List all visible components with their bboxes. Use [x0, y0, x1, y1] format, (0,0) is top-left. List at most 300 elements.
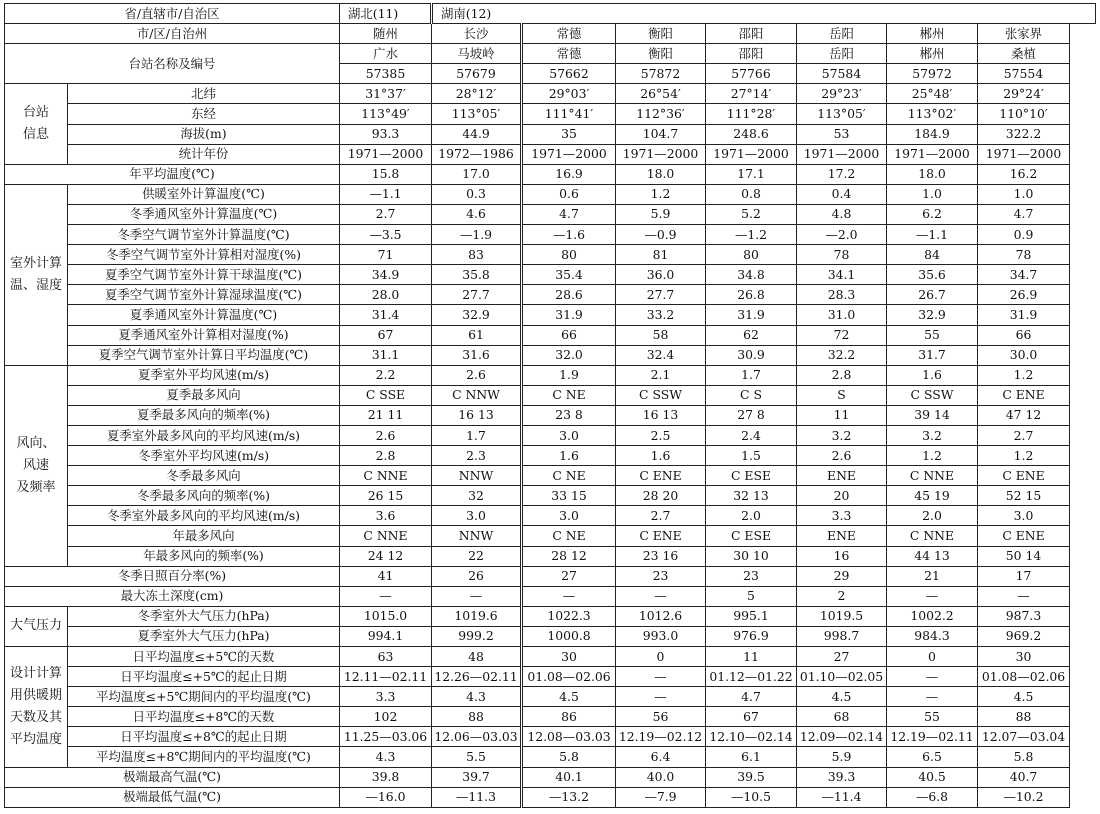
value-cell: 28.3	[797, 285, 887, 305]
data-row	[5, 84, 1096, 104]
value-cell: 4.7	[978, 204, 1070, 224]
value-cell: 0	[887, 647, 978, 667]
value-cell: 1002.2	[887, 606, 978, 626]
value-cell: 2.4	[706, 425, 797, 445]
row-label: 平均温度≤+8℃期间内的平均温度(℃)	[68, 747, 340, 767]
value-cell: S	[797, 385, 887, 405]
value-cell: 4.5	[978, 687, 1070, 707]
value-cell: —	[616, 586, 706, 606]
value-cell: 88	[978, 707, 1070, 727]
value-cell: 2.7	[978, 425, 1070, 445]
data-row	[5, 305, 1096, 325]
row-label: 夏季最多风向	[68, 385, 340, 405]
value-cell: 976.9	[706, 626, 797, 646]
value-cell: 16.2	[978, 164, 1070, 184]
value-cell: —16.0	[340, 787, 432, 807]
data-row	[5, 626, 1096, 646]
value-cell: —	[887, 687, 978, 707]
value-cell: 31.9	[706, 305, 797, 325]
value-cell: 26.7	[887, 285, 978, 305]
province-row	[5, 4, 1096, 24]
value-cell: 27	[522, 566, 616, 586]
value-cell: 1971—2000	[706, 144, 797, 164]
value-cell: 83	[432, 245, 522, 265]
value-cell: C ENE	[978, 385, 1070, 405]
row-label: 日平均温度≤+5℃的天数	[68, 647, 340, 667]
city-name: 张家界	[978, 24, 1070, 44]
value-cell: 998.7	[797, 626, 887, 646]
value-cell: —1.6	[522, 225, 616, 245]
value-cell: —	[616, 667, 706, 687]
group-label: 大气压力	[5, 606, 68, 646]
value-cell: —	[978, 586, 1070, 606]
value-cell: 29°23′	[797, 84, 887, 104]
value-cell: 1.0	[978, 184, 1070, 204]
value-cell: 39.8	[340, 767, 432, 787]
value-cell: 1.5	[706, 446, 797, 466]
data-row	[5, 345, 1096, 365]
value-cell: 15.8	[340, 164, 432, 184]
value-cell: 23	[706, 566, 797, 586]
row-label: 日平均温度≤+5℃的起止日期	[68, 667, 340, 687]
value-cell: 3.3	[340, 687, 432, 707]
city-name: 随州	[340, 24, 432, 44]
value-cell: —	[616, 687, 706, 707]
city-name: 衡阳	[616, 24, 706, 44]
value-cell: 30 10	[706, 546, 797, 566]
value-cell: 1019.5	[797, 606, 887, 626]
value-cell: 23 8	[522, 405, 616, 425]
value-cell: 31.7	[887, 345, 978, 365]
data-row	[5, 606, 1096, 626]
value-cell: 28°12′	[432, 84, 522, 104]
value-cell: 39 14	[887, 405, 978, 425]
row-label: 冬季最多风向	[68, 466, 340, 486]
value-cell: 248.6	[706, 124, 797, 144]
value-cell: 35	[522, 124, 616, 144]
value-cell: 67	[340, 325, 432, 345]
value-cell: 84	[887, 245, 978, 265]
value-cell: 72	[797, 325, 887, 345]
value-cell: 12.09—02.14	[797, 727, 887, 747]
value-cell: 3.0	[432, 506, 522, 526]
value-cell: 88	[432, 707, 522, 727]
value-cell: C SSE	[340, 385, 432, 405]
value-cell: NNW	[432, 526, 522, 546]
value-cell: 5	[706, 586, 797, 606]
value-cell: —1.2	[706, 225, 797, 245]
station-name: 郴州	[887, 44, 978, 64]
value-cell: C NE	[522, 466, 616, 486]
value-cell: 0.9	[978, 225, 1070, 245]
value-cell: 1.2	[616, 184, 706, 204]
value-cell: 26 15	[340, 486, 432, 506]
value-cell: 67	[706, 707, 797, 727]
value-cell: 4.7	[706, 687, 797, 707]
value-cell: 52 15	[978, 486, 1070, 506]
value-cell: 39.7	[432, 767, 522, 787]
value-cell: 80	[522, 245, 616, 265]
value-cell: 2.1	[616, 365, 706, 385]
value-cell: 5.2	[706, 204, 797, 224]
row-label: 日平均温度≤+8℃的起止日期	[68, 727, 340, 747]
value-cell: 2.5	[616, 425, 706, 445]
group-label: 室外计算 温、湿度	[5, 184, 68, 365]
value-cell: 1971—2000	[522, 144, 616, 164]
value-cell: 32	[432, 486, 522, 506]
value-cell: 26	[432, 566, 522, 586]
value-cell: —0.9	[616, 225, 706, 245]
value-cell: 113°02′	[887, 104, 978, 124]
value-cell: 6.5	[887, 747, 978, 767]
value-cell: 32.9	[887, 305, 978, 325]
value-cell: 3.6	[340, 506, 432, 526]
value-cell: 55	[887, 707, 978, 727]
value-cell: 2.2	[340, 365, 432, 385]
data-row	[5, 707, 1096, 727]
value-cell: 29°03′	[522, 84, 616, 104]
station-name: 岳阳	[797, 44, 887, 64]
value-cell: —13.2	[522, 787, 616, 807]
value-cell: 984.3	[887, 626, 978, 646]
data-row	[5, 667, 1096, 687]
value-cell: C ENE	[616, 526, 706, 546]
value-cell: 3.2	[797, 425, 887, 445]
value-cell: —11.4	[797, 787, 887, 807]
row-label: 极端最高气温(℃)	[5, 767, 340, 787]
value-cell: 32.9	[432, 305, 522, 325]
value-cell: 78	[978, 245, 1070, 265]
value-cell: 1971—2000	[340, 144, 432, 164]
city-name: 常德	[522, 24, 616, 44]
data-row	[5, 124, 1096, 144]
value-cell: 0.3	[432, 184, 522, 204]
value-cell: 6.1	[706, 747, 797, 767]
value-cell: 30.0	[978, 345, 1070, 365]
value-cell: 32.0	[522, 345, 616, 365]
data-row	[5, 365, 1096, 385]
value-cell: 34.1	[797, 265, 887, 285]
row-label: 夏季室外大气压力(hPa)	[68, 626, 340, 646]
data-row	[5, 225, 1096, 245]
value-cell: 1972—1986	[432, 144, 522, 164]
value-cell: 5.5	[432, 747, 522, 767]
value-cell: 2	[797, 586, 887, 606]
value-cell: 969.2	[978, 626, 1070, 646]
value-cell: 12.07—03.04	[978, 727, 1070, 747]
value-cell: 12.08—03.03	[522, 727, 616, 747]
station-code: 57872	[616, 64, 706, 84]
value-cell: 1971—2000	[887, 144, 978, 164]
value-cell: 2.6	[340, 425, 432, 445]
value-cell: 102	[340, 707, 432, 727]
value-cell: 40.5	[887, 767, 978, 787]
value-cell: 2.8	[797, 365, 887, 385]
station-name: 桑植	[978, 44, 1070, 64]
value-cell: 78	[797, 245, 887, 265]
value-cell: 39.5	[706, 767, 797, 787]
value-cell: 26.9	[978, 285, 1070, 305]
value-cell: 4.5	[797, 687, 887, 707]
value-cell: 1971—2000	[797, 144, 887, 164]
group-label: 设计计算 用供暖期 天数及其 平均温度	[5, 647, 68, 768]
value-cell: 11.25—03.06	[340, 727, 432, 747]
value-cell: —1.9	[432, 225, 522, 245]
value-cell: 44.9	[432, 124, 522, 144]
value-cell: 40.0	[616, 767, 706, 787]
value-cell: 18.0	[616, 164, 706, 184]
value-cell: C S	[706, 385, 797, 405]
value-cell: 2.8	[340, 446, 432, 466]
value-cell: 53	[797, 124, 887, 144]
data-row	[5, 204, 1096, 224]
data-row	[5, 566, 1096, 586]
station-name: 常德	[522, 44, 616, 64]
value-cell: 28.6	[522, 285, 616, 305]
value-cell: C ENE	[978, 466, 1070, 486]
value-cell: 16	[797, 546, 887, 566]
value-cell: 3.2	[887, 425, 978, 445]
value-cell: 1.7	[432, 425, 522, 445]
row-label: 东经	[68, 104, 340, 124]
value-cell: 68	[797, 707, 887, 727]
value-cell: 994.1	[340, 626, 432, 646]
data-row	[5, 446, 1096, 466]
value-cell: 35.8	[432, 265, 522, 285]
value-cell: —3.5	[340, 225, 432, 245]
value-cell: 111°28′	[706, 104, 797, 124]
value-cell: 5.9	[616, 204, 706, 224]
row-label: 冬季最多风向的频率(%)	[68, 486, 340, 506]
value-cell: 1015.0	[340, 606, 432, 626]
value-cell: 31.0	[797, 305, 887, 325]
city-header-label: 市/区/自治州	[5, 24, 340, 44]
value-cell: 34.7	[978, 265, 1070, 285]
value-cell: —10.5	[706, 787, 797, 807]
data-row	[5, 506, 1096, 526]
value-cell: 12.19—02.12	[616, 727, 706, 747]
value-cell: —	[340, 586, 432, 606]
station-code: 57766	[706, 64, 797, 84]
value-cell: C NNE	[340, 466, 432, 486]
data-row	[5, 486, 1096, 506]
row-label: 夏季最多风向的频率(%)	[68, 405, 340, 425]
value-cell: —	[522, 586, 616, 606]
row-label: 海拔(m)	[68, 124, 340, 144]
value-cell: —1.1	[887, 225, 978, 245]
value-cell: 62	[706, 325, 797, 345]
value-cell: 66	[522, 325, 616, 345]
value-cell: 2.7	[616, 506, 706, 526]
city-name: 郴州	[887, 24, 978, 44]
value-cell: 33.2	[616, 305, 706, 325]
row-label: 夏季空气调节室外计算湿球温度(℃)	[68, 285, 340, 305]
province-name: 湖南(12)	[432, 4, 1096, 24]
value-cell: 2.3	[432, 446, 522, 466]
value-cell: 17.0	[432, 164, 522, 184]
data-row	[5, 184, 1096, 204]
value-cell: 17	[978, 566, 1070, 586]
value-cell: 30	[522, 647, 616, 667]
data-row	[5, 647, 1096, 667]
value-cell: 0.4	[797, 184, 887, 204]
value-cell: 1.2	[978, 446, 1070, 466]
value-cell: 1.2	[978, 365, 1070, 385]
value-cell: C ESE	[706, 466, 797, 486]
value-cell: —1.1	[340, 184, 432, 204]
data-row	[5, 265, 1096, 285]
station-name: 衡阳	[616, 44, 706, 64]
value-cell: 61	[432, 325, 522, 345]
data-row	[5, 687, 1096, 707]
value-cell: 45 19	[887, 486, 978, 506]
value-cell: ENE	[797, 466, 887, 486]
value-cell: 1012.6	[616, 606, 706, 626]
value-cell: 4.6	[432, 204, 522, 224]
data-row	[5, 586, 1096, 606]
climate-table-container	[4, 3, 1096, 808]
value-cell: 44 13	[887, 546, 978, 566]
value-cell: 66	[978, 325, 1070, 345]
data-row	[5, 325, 1096, 345]
value-cell: 11	[706, 647, 797, 667]
climate-parameter-table	[4, 3, 1096, 808]
value-cell: 01.08—02.06	[978, 667, 1070, 687]
value-cell: 12.19—02.11	[887, 727, 978, 747]
value-cell: 17.1	[706, 164, 797, 184]
value-cell: 987.3	[978, 606, 1070, 626]
value-cell: C NNE	[340, 526, 432, 546]
value-cell: —	[887, 667, 978, 687]
value-cell: 71	[340, 245, 432, 265]
value-cell: 1.6	[522, 446, 616, 466]
row-label: 年平均温度(℃)	[5, 164, 340, 184]
value-cell: 48	[432, 647, 522, 667]
value-cell: 2.6	[432, 365, 522, 385]
value-cell: 25°48′	[887, 84, 978, 104]
value-cell: 35.4	[522, 265, 616, 285]
value-cell: 3.3	[797, 506, 887, 526]
value-cell: 993.0	[616, 626, 706, 646]
value-cell: 1.6	[887, 365, 978, 385]
value-cell: 80	[706, 245, 797, 265]
row-label: 年最多风向的频率(%)	[68, 546, 340, 566]
value-cell: —7.9	[616, 787, 706, 807]
value-cell: 47 12	[978, 405, 1070, 425]
city-name: 邵阳	[706, 24, 797, 44]
value-cell: 01.08—02.06	[522, 667, 616, 687]
value-cell: 12.06—03.03	[432, 727, 522, 747]
station-code: 57972	[887, 64, 978, 84]
value-cell: 6.2	[887, 204, 978, 224]
data-row	[5, 164, 1096, 184]
value-cell: 01.12—01.22	[706, 667, 797, 687]
value-cell: C NNE	[887, 526, 978, 546]
value-cell: 17.2	[797, 164, 887, 184]
row-label: 冬季室外平均风速(m/s)	[68, 446, 340, 466]
value-cell: —	[432, 586, 522, 606]
city-name: 长沙	[432, 24, 522, 44]
value-cell: 999.2	[432, 626, 522, 646]
station-name: 邵阳	[706, 44, 797, 64]
row-label: 夏季室外最多风向的平均风速(m/s)	[68, 425, 340, 445]
value-cell: 0.8	[706, 184, 797, 204]
value-cell: 31.9	[522, 305, 616, 325]
value-cell: —11.3	[432, 787, 522, 807]
value-cell: 27	[797, 647, 887, 667]
value-cell: 3.0	[522, 425, 616, 445]
value-cell: 3.0	[978, 506, 1070, 526]
data-row	[5, 747, 1096, 767]
value-cell: 5.8	[978, 747, 1070, 767]
value-cell: 31.9	[978, 305, 1070, 325]
row-label: 极端最低气温(℃)	[5, 787, 340, 807]
city-name: 岳阳	[797, 24, 887, 44]
value-cell: 58	[616, 325, 706, 345]
value-cell: 27.7	[616, 285, 706, 305]
value-cell: 23 16	[616, 546, 706, 566]
row-label: 北纬	[68, 84, 340, 104]
value-cell: 4.3	[340, 747, 432, 767]
value-cell: 12.26—02.11	[432, 667, 522, 687]
value-cell: 24 12	[340, 546, 432, 566]
value-cell: 55	[887, 325, 978, 345]
data-row	[5, 727, 1096, 747]
value-cell: NNW	[432, 466, 522, 486]
station-row	[5, 44, 1096, 64]
data-row	[5, 385, 1096, 405]
value-cell: 31.4	[340, 305, 432, 325]
value-cell: 36.0	[616, 265, 706, 285]
value-cell: 28 12	[522, 546, 616, 566]
row-label: 统计年份	[68, 144, 340, 164]
value-cell: 21 11	[340, 405, 432, 425]
value-cell: —10.2	[978, 787, 1070, 807]
value-cell: 63	[340, 647, 432, 667]
value-cell: 18.0	[887, 164, 978, 184]
data-row	[5, 104, 1096, 124]
value-cell: 2.6	[797, 446, 887, 466]
value-cell: 41	[340, 566, 432, 586]
value-cell: 12.10—02.14	[706, 727, 797, 747]
value-cell: 184.9	[887, 124, 978, 144]
data-row	[5, 245, 1096, 265]
value-cell: 4.7	[522, 204, 616, 224]
value-cell: 32.2	[797, 345, 887, 365]
value-cell: 111°41′	[522, 104, 616, 124]
value-cell: 1971—2000	[616, 144, 706, 164]
station-header-label: 台站名称及编号	[5, 44, 340, 84]
value-cell: 23	[616, 566, 706, 586]
value-cell: 1.6	[616, 446, 706, 466]
value-cell: 93.3	[340, 124, 432, 144]
value-cell: C ENE	[616, 466, 706, 486]
value-cell: 2.0	[887, 506, 978, 526]
value-cell: —2.0	[797, 225, 887, 245]
value-cell: 16 13	[432, 405, 522, 425]
value-cell: 6.4	[616, 747, 706, 767]
value-cell: 22	[432, 546, 522, 566]
station-name: 广水	[340, 44, 432, 64]
data-row	[5, 787, 1096, 807]
value-cell: 29°24′	[978, 84, 1070, 104]
value-cell: —	[887, 586, 978, 606]
value-cell: 27.7	[432, 285, 522, 305]
value-cell: 20	[797, 486, 887, 506]
value-cell: 30.9	[706, 345, 797, 365]
value-cell: 1000.8	[522, 626, 616, 646]
province-name: 湖北(11)	[340, 4, 432, 24]
